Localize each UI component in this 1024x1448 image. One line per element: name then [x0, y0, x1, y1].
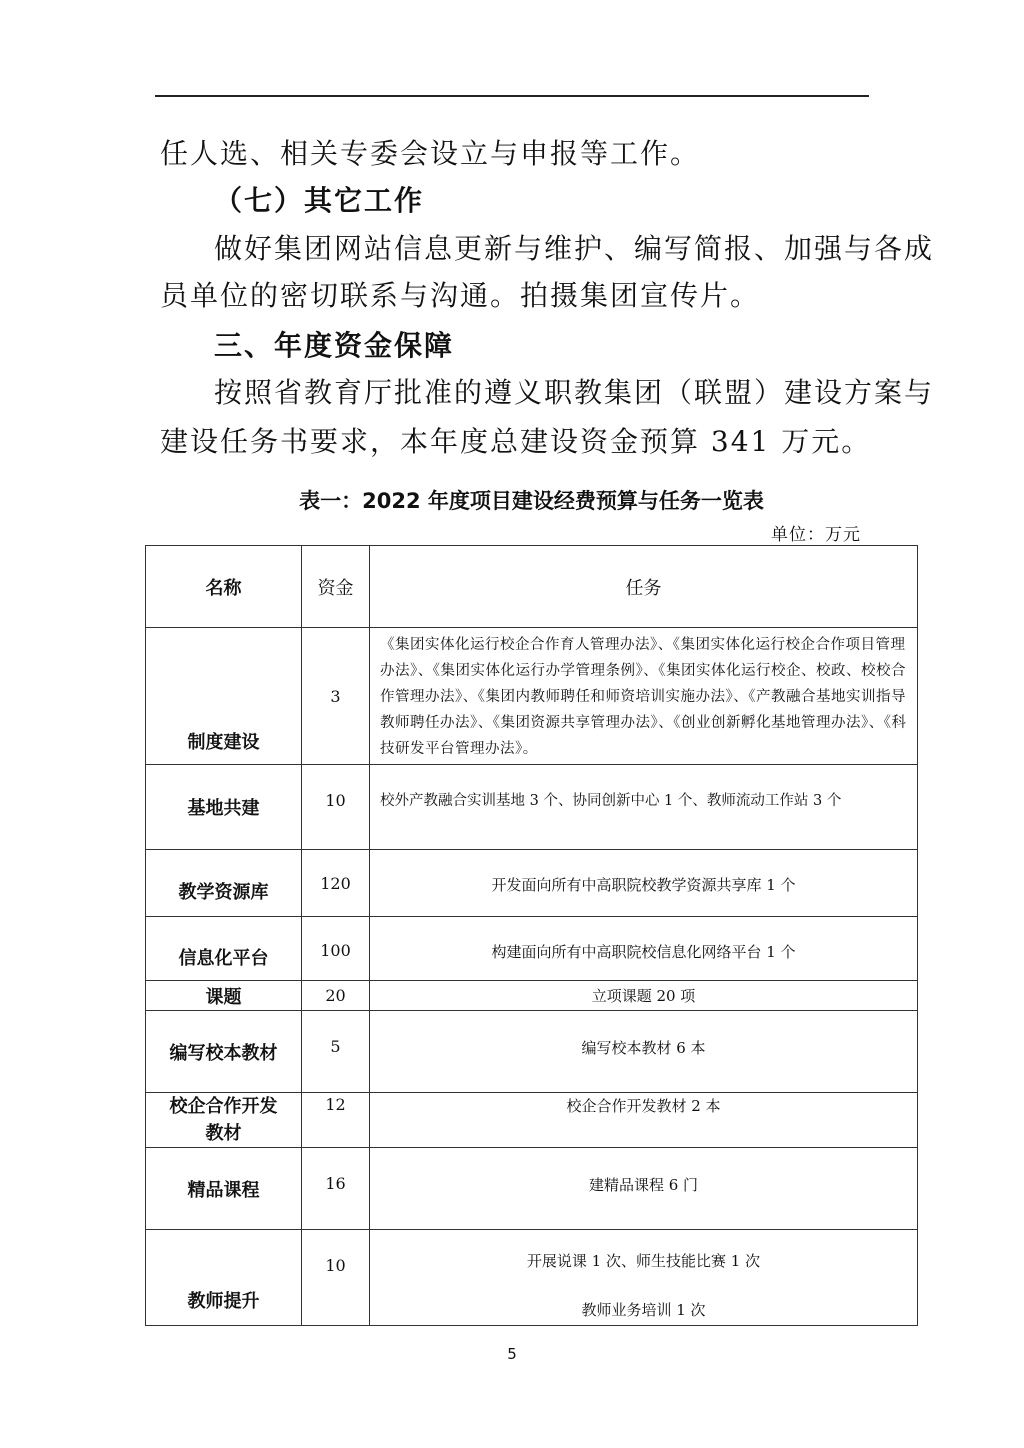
row-name-text: 校企合作开发教材: [169, 1096, 278, 1144]
row-fund: 20: [302, 981, 370, 1011]
section-heading-7: （七）其它工作: [214, 184, 425, 217]
table-row: [146, 917, 918, 981]
row-fund: 10: [302, 1230, 370, 1326]
table-row: [146, 765, 918, 850]
row-name: 基地共建: [146, 765, 302, 850]
row-fund: 16: [302, 1148, 370, 1230]
row-name: 信息化平台: [146, 917, 302, 981]
row-task: 校企合作开发教材 2 本: [370, 1093, 918, 1148]
header-task: 任务: [370, 546, 918, 628]
row-task: 编写校本教材 6 本: [370, 1011, 918, 1093]
row-task: 《集团实体化运行校企合作育人管理办法》、《集团实体化运行校企合作项目管理办法》、《集团实体化运行办学管理条例》、《集团实体化运行校企、校政、校校合作管理办法》、《集团内教师聘任和师资培训实施办法》、《产教融合基地实训指导教师聘任办法》、《集团资源共享管理办法》、《创业创新孵化基地管理办法》、《科技研发平台管理办法》。: [370, 628, 918, 765]
body-line: 做好集团网站信息更新与维护、编写简报、加强与各成: [214, 232, 935, 265]
row-fund: 10: [302, 765, 370, 850]
row-fund: 120: [302, 850, 370, 917]
header-rule: [155, 95, 869, 97]
row-name: 精品课程: [146, 1148, 302, 1230]
row-task-line: 开展说课 1 次、师生技能比赛 1 次: [526, 1252, 761, 1270]
body-line: 任人选、相关专委会设立与申报等工作。: [160, 137, 701, 170]
row-task: 校外产教融合实训基地 3 个、协同创新中心 1 个、教师流动工作站 3 个: [370, 765, 918, 850]
row-task: 立项课题 20 项: [370, 981, 918, 1011]
row-name: 课题: [146, 981, 302, 1011]
table-row: [146, 850, 918, 917]
body-line: 员单位的密切联系与沟通。拍摄集团宣传片。: [160, 279, 761, 312]
page-number: 5: [507, 1345, 517, 1363]
row-fund: 12: [302, 1093, 370, 1148]
row-task: [370, 1230, 918, 1326]
row-name: 制度建设: [146, 628, 302, 765]
row-task: 开发面向所有中高职院校教学资源共享库 1 个: [370, 850, 918, 917]
table-row: [146, 1148, 918, 1230]
row-fund: 100: [302, 917, 370, 981]
row-task: 建精品课程 6 门: [370, 1148, 918, 1230]
row-name: 教师提升: [146, 1230, 302, 1326]
row-fund: 5: [302, 1011, 370, 1093]
row-task: 构建面向所有中高职院校信息化网络平台 1 个: [370, 917, 918, 981]
body-line: 建设任务书要求，本年度总建设资金预算 341 万元。: [160, 425, 872, 458]
row-name: 教学资源库: [146, 850, 302, 917]
body-line: 按照省教育厅批准的遵义职教集团（联盟）建设方案与: [214, 376, 935, 409]
table-row: [146, 981, 918, 1011]
row-task-line: 教师业务培训 1 次: [581, 1301, 706, 1319]
header-name: 名称: [146, 546, 302, 628]
table-row: [146, 628, 918, 765]
table-row: [146, 1093, 918, 1148]
table-row: [146, 1011, 918, 1093]
header-fund: 资金: [302, 546, 370, 628]
section-heading-3: 三、年度资金保障: [214, 329, 455, 362]
table-unit: 单位：万元: [771, 525, 861, 545]
table-header-row: [146, 546, 918, 628]
table-caption: 表一：2022 年度项目建设经费预算与任务一览表: [299, 489, 764, 513]
row-fund: 3: [302, 628, 370, 765]
table-row: [146, 1230, 918, 1326]
row-name: 编写校本教材: [146, 1011, 302, 1093]
row-name: [146, 1093, 302, 1148]
budget-table: [145, 545, 918, 1326]
